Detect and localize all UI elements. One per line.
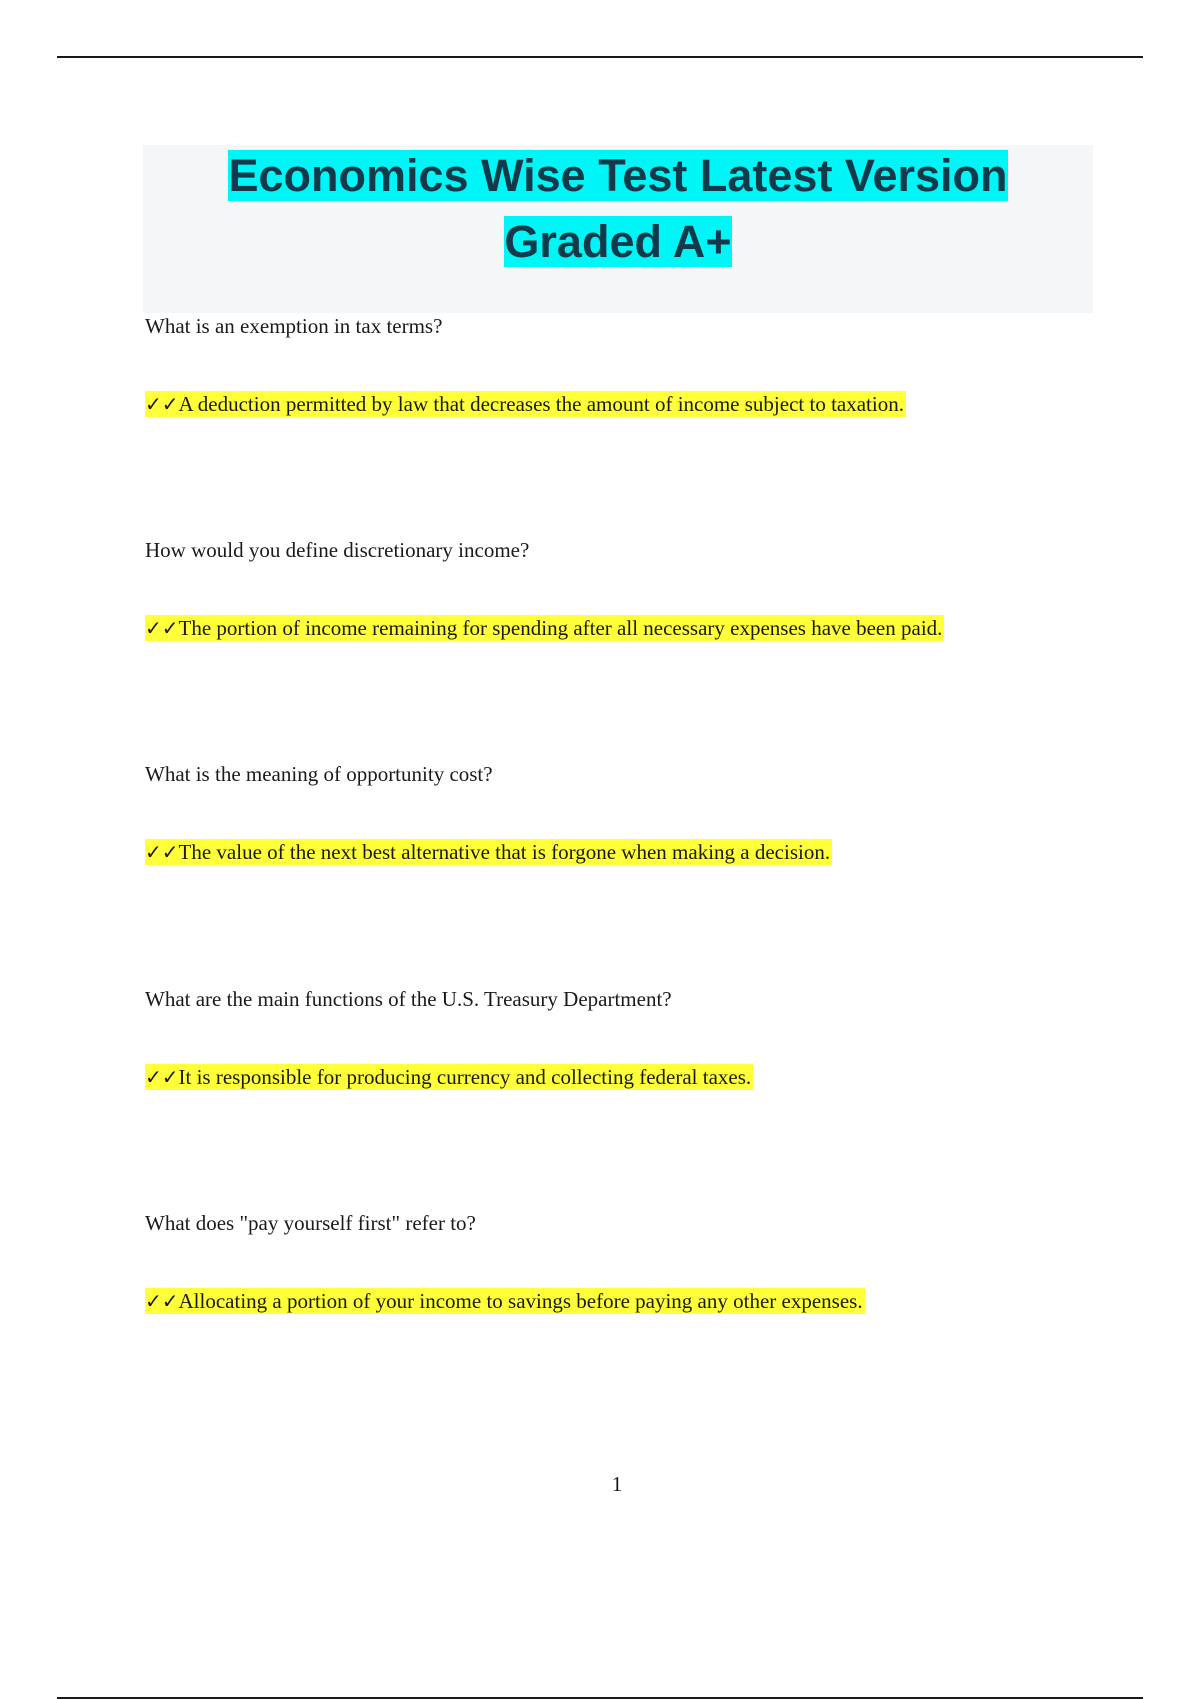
question-text: What is the meaning of opportunity cost?	[145, 762, 493, 786]
answer-line	[145, 1286, 865, 1316]
title-box	[143, 145, 1093, 313]
top-rule	[57, 56, 1143, 58]
question-text: What does "pay yourself first" refer to?	[145, 1211, 476, 1235]
question-text: What is an exemption in tax terms?	[145, 314, 443, 338]
answer-highlight	[145, 391, 906, 417]
double-check-icon: ✓✓	[145, 616, 179, 640]
bottom-rule	[57, 1697, 1143, 1699]
answer-highlight	[145, 839, 832, 865]
page-number: 1	[611, 1472, 623, 1496]
answer-highlight	[145, 1288, 865, 1314]
document-title: Economics Wise Test Latest Version Graded A+	[228, 150, 1008, 267]
answer-line	[145, 1062, 753, 1092]
double-check-icon: ✓✓	[145, 840, 179, 864]
answer-text: The portion of income remaining for spending after all necessary expenses have been paid.	[178, 616, 943, 640]
question-text: How would you define discretionary income?	[145, 538, 530, 562]
answer-text: Allocating a portion of your income to savings before paying any other expenses.	[178, 1289, 863, 1313]
qa-item	[145, 313, 1145, 416]
qa-item	[145, 986, 1145, 1089]
question-text: What are the main functions of the U.S. Treasury Department?	[145, 987, 672, 1011]
qa-item	[145, 537, 1145, 640]
answer-text: It is responsible for producing currency and collecting federal taxes.	[178, 1065, 752, 1089]
answer-line	[145, 837, 832, 867]
answer-highlight	[145, 615, 944, 641]
answer-line	[145, 389, 906, 419]
qa-item	[145, 1210, 1145, 1313]
double-check-icon: ✓✓	[145, 392, 179, 416]
answer-highlight	[145, 1064, 753, 1090]
answer-text: The value of the next best alternative that is forgone when making a decision.	[178, 840, 831, 864]
answer-text: A deduction permitted by law that decreases the amount of income subject to taxation.	[178, 392, 904, 416]
qa-item	[145, 761, 1145, 864]
double-check-icon: ✓✓	[145, 1289, 179, 1313]
answer-line	[145, 613, 944, 643]
double-check-icon: ✓✓	[145, 1065, 179, 1089]
